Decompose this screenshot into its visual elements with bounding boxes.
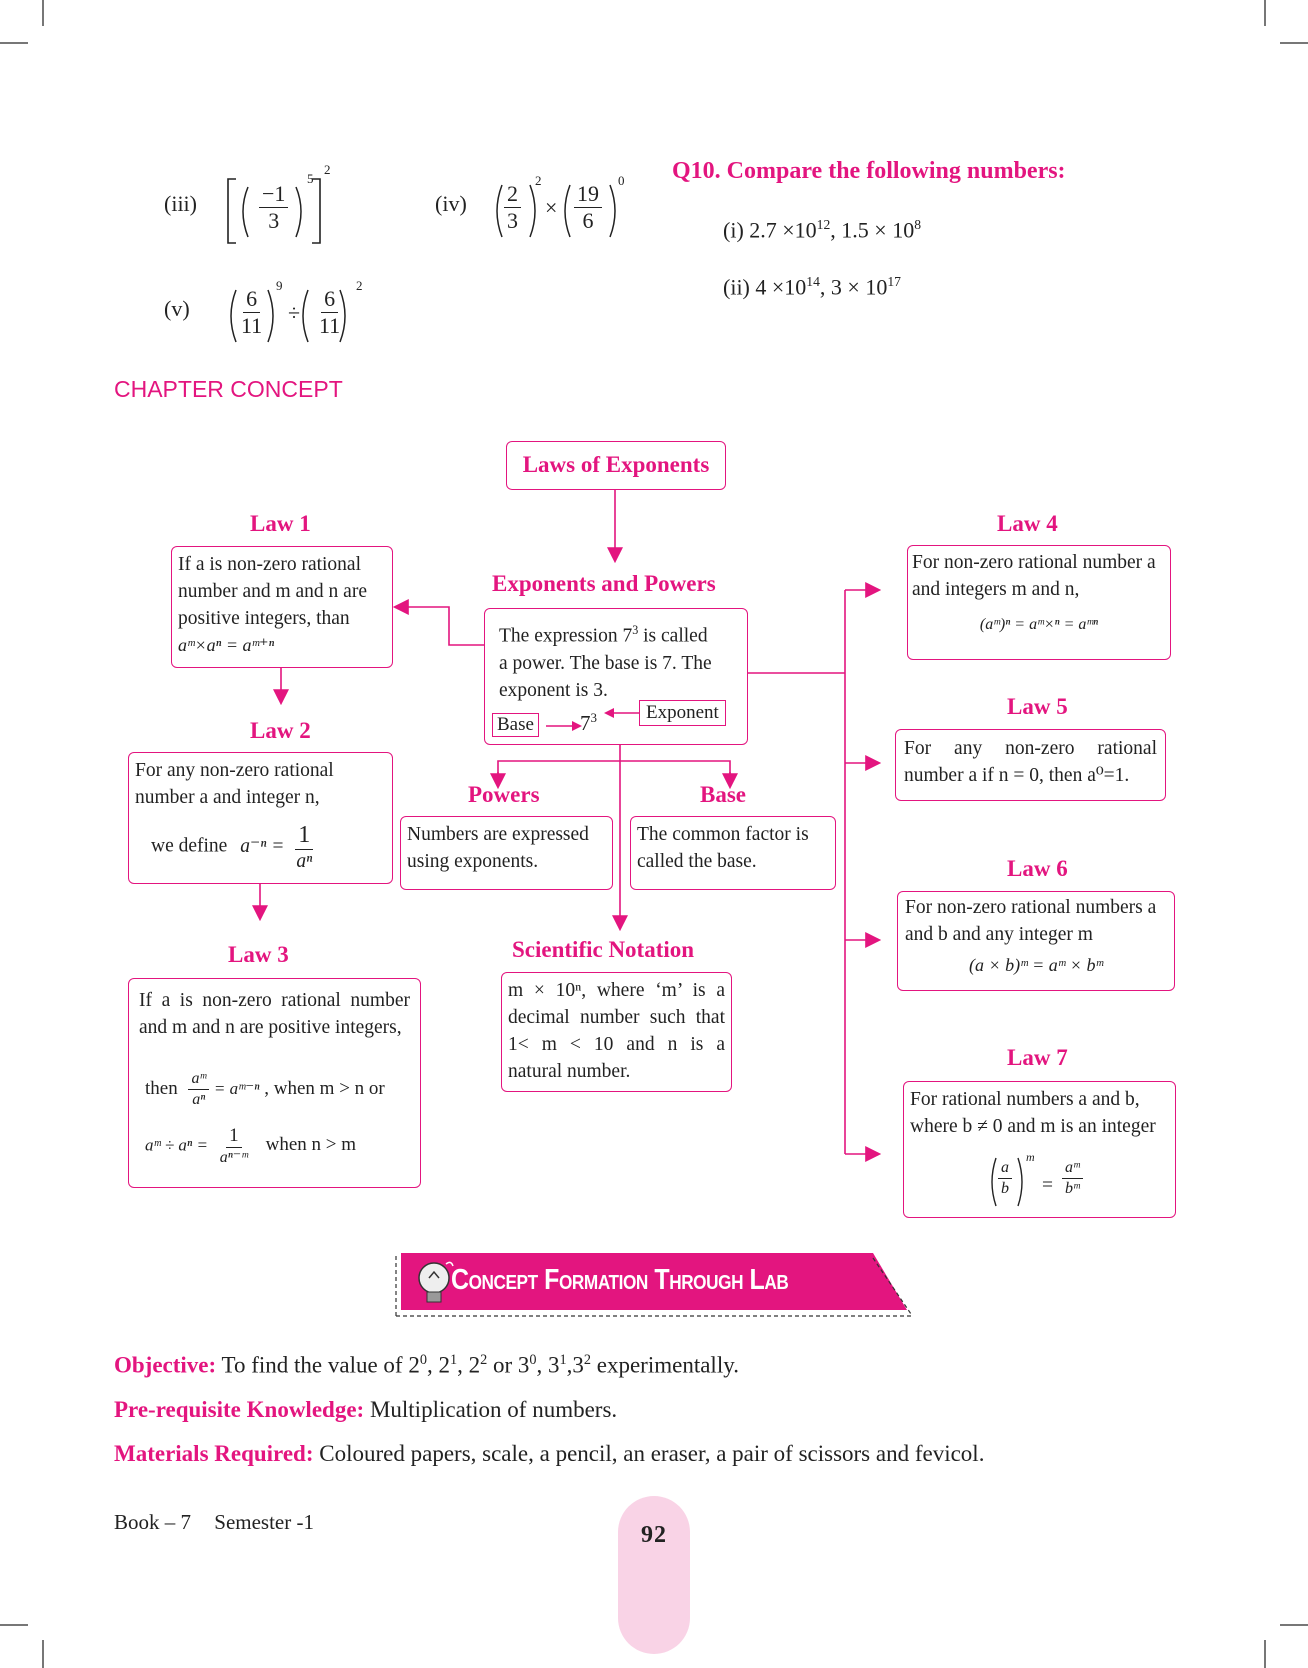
fraction: $\frac{-1}{3}$	[259, 183, 288, 232]
exponent: 5	[307, 171, 314, 186]
fraction: $\frac{1}{\text{aⁿ⁻ᵐ}}$	[219, 1125, 248, 1166]
exponent-tag: Exponent	[639, 700, 726, 726]
exercise-label: (v)	[164, 296, 190, 321]
crop-mark	[0, 1624, 28, 1626]
q10-title: Q10. Compare the following numbers:	[672, 158, 1066, 184]
base-title: Base	[700, 782, 746, 807]
materials-line: Materials Required: Coloured papers, scale, a pencil, an eraser, a pair of scissors and fevicol.	[114, 1441, 985, 1466]
law4-box: For non-zero rational number a and integers m and n, (aᵐ)ⁿ = aᵐ×ⁿ = aᵐⁿ	[907, 545, 1171, 660]
chapter-concept-heading: CHAPTER CONCEPT	[114, 376, 343, 402]
law3-box: If a is non-zero rational number and m and n are positive integers, then $\frac{\text{aᵐ}}{\text{aⁿ}}$ = aᵐ⁻ⁿ , when m > n or aᵐ ÷ aⁿ = $\frac{1}{\text{aⁿ⁻ᵐ}}$ when n > m	[128, 978, 421, 1188]
crop-mark	[1264, 1640, 1266, 1668]
exponent: 9	[276, 278, 283, 293]
fraction: $\frac{6}{11}$	[241, 286, 263, 338]
fraction: $\frac{2}{3}$	[504, 183, 521, 232]
exponents-powers-box: The expression $7^3$ is called a power. The base is 7. The exponent is 3.	[484, 608, 748, 745]
exponent: 0	[618, 173, 625, 188]
base-box: The common factor is called the base.	[630, 816, 836, 890]
powers-box: Numbers are expressed using exponents.	[400, 816, 613, 890]
law7-title: Law 7	[1007, 1045, 1068, 1070]
powers-title: Powers	[468, 782, 540, 807]
objective-line: Objective: To find the value of $2^0$, $2^1$, $2^2$ or $3^0$, $3^1,3^2$ experimentally.	[114, 1352, 739, 1378]
fraction: $\frac{\text{aᵐ}}{\text{bᵐ}}$	[1062, 1160, 1083, 1197]
root-laws-of-exponents: Laws of Exponents	[506, 441, 726, 490]
power-expression: $7^3$	[580, 710, 598, 735]
exponents-powers-title: Exponents and Powers	[492, 571, 716, 596]
law7-box: For rational numbers a and b, where b ≠ 0 and m is an integer $\frac{a}{b}$ m = $\frac{\text{aᵐ}}{\text{bᵐ}}$	[903, 1081, 1176, 1218]
exponent: m	[1026, 1150, 1035, 1164]
operator: ×	[545, 195, 558, 220]
footer-book: Book – 7 Semester -1	[114, 1510, 314, 1534]
page-number: 92	[641, 1522, 667, 1548]
crop-mark	[1280, 1624, 1308, 1626]
fraction: $\frac{6}{11}$	[319, 286, 341, 338]
page-number-tab	[618, 1496, 690, 1654]
exponent: 2	[324, 162, 331, 177]
fraction: $\frac{19}{6}$	[574, 183, 602, 232]
law2-title: Law 2	[250, 718, 311, 743]
prereq-line: Pre-requisite Knowledge: Multiplication of numbers.	[114, 1397, 618, 1422]
base-tag: Base	[492, 713, 539, 737]
crop-mark	[42, 1640, 44, 1668]
exercise-label: (iii)	[164, 191, 197, 216]
exercise-label: (iv)	[435, 191, 467, 216]
law6-title: Law 6	[1007, 856, 1068, 881]
law5-title: Law 5	[1007, 694, 1068, 719]
exponent: 2	[356, 278, 363, 293]
lab-banner	[395, 1252, 915, 1318]
fraction: $\frac{\text{aᵐ}}{\text{aⁿ}}$	[188, 1071, 209, 1108]
law1-box: If a is non-zero rational number and m and n are positive integers, than aᵐ×aⁿ = aᵐ⁺ⁿ	[171, 546, 393, 668]
scientific-notation-box: m × 10ⁿ, where ‘m’ is a decimal number such that 1< m < 10 and n is a natural number.	[501, 972, 732, 1092]
exponent: 2	[535, 173, 542, 188]
operator: ÷	[288, 300, 301, 325]
arrow-icon	[602, 703, 642, 723]
q10-item-ii: (ii) $4 \times 10^{14}$, $3 \times 10^{17}$	[723, 274, 901, 300]
law1-title: Law 1	[250, 511, 311, 536]
law5-box: For any non-zero rational number a if n = 0, then a⁰=1.	[895, 729, 1166, 801]
scientific-notation-title: Scientific Notation	[512, 937, 695, 962]
law3-title: Law 3	[228, 942, 289, 967]
law6-box: For non-zero rational numbers a and b and any integer m (a × b)ᵐ = aᵐ × bᵐ	[897, 891, 1175, 991]
banner-title: Concept Formation Through Lab	[451, 1264, 789, 1296]
q10-item-i: (i) $2.7 \times 10^{12}$, $1.5 \times 10^8$	[723, 217, 922, 243]
fraction: $\frac{a}{b}$	[998, 1160, 1012, 1197]
law2-box: For any non-zero rational number a and integer n, we define a⁻ⁿ = $\frac{1}{\text{aⁿ}}$	[128, 752, 393, 884]
law4-title: Law 4	[997, 511, 1058, 536]
fraction: $\frac{1}{\text{aⁿ}}$	[296, 822, 313, 872]
